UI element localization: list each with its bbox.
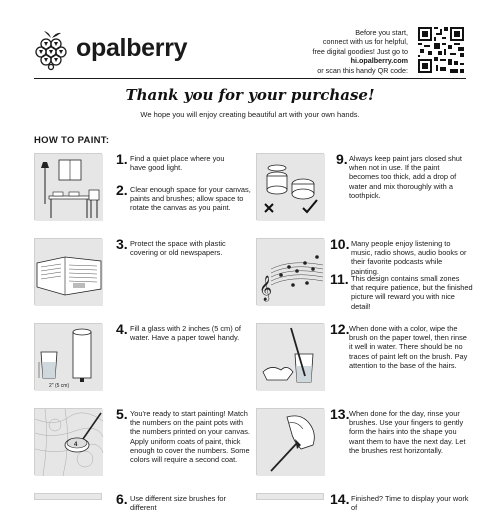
berry-icon — [34, 30, 70, 70]
step-number: 4. — [116, 321, 128, 337]
step-number: 2. — [116, 182, 128, 198]
connect-text: Before you start, connect with us for helpful, free digital goodies! Just go to hi.opalberry.com or scan this handy QR code: — [218, 28, 408, 75]
step-12-illustration — [256, 323, 324, 390]
step-3-text: Protect the space with plastic covering or old newspapers. — [130, 239, 226, 258]
svg-text:𝄞: 𝄞 — [259, 276, 273, 301]
step-number: 6. — [116, 491, 128, 507]
step-4-text: Fill a glass with 2 inches (5 cm) of water. Have a paper towel handy. — [130, 324, 241, 343]
step-9-illustration — [256, 153, 324, 220]
step-10-11-illustration — [256, 238, 324, 305]
step-number: 12. — [330, 321, 350, 337]
brand-name: opalberry — [76, 34, 188, 62]
step-14-text: Finished? Time to display your work of — [351, 494, 469, 512]
tagline: We hope you will enjoy creating beautiful art with your own hands. — [140, 110, 360, 119]
step-1-2-illustration — [34, 153, 102, 220]
jar-number: 4 — [74, 442, 78, 448]
thank-you-heading: Thank you for your purchase! — [125, 86, 375, 104]
step-3-illustration — [34, 238, 102, 305]
step-number: 9. — [336, 151, 348, 167]
brand-logo — [34, 30, 188, 74]
qr-code-icon[interactable] — [418, 27, 464, 73]
step-10-text: Many people enjoy listening to music, radio shows, audio books or their favorite podcasts while painting. — [351, 239, 467, 276]
page-header — [0, 0, 500, 80]
step-number: 10. — [330, 236, 350, 252]
measure-label: 2" (5 cm) — [49, 383, 70, 389]
step-5-text: You're ready to start painting! Match the numbers on the paint pots with the numbers printed on your canvas. Apply uniform coats of paint, thick enough to cover the numbers. Some colors will require a second coat. — [130, 409, 250, 465]
step-number: 11. — [330, 271, 349, 287]
step-4-illustration — [34, 323, 102, 390]
step-14-illustration — [256, 493, 324, 500]
step-13-text: When done for the day, rinse your brushes. Use your fingers to gently form the hairs into the shape you want them to have the next day. Let the brushes rest horizontally. — [349, 409, 466, 455]
step-9-text: Always keep paint jars closed shut when not in use. If the paint becomes too thick, add a drop of water and mix thoroughly with a toothpick. — [349, 154, 462, 200]
step-number: 13. — [330, 406, 350, 422]
step-2-text: Clear enough space for your canvas, paints and brushes; allow space to rotate the canvas as you paint. — [130, 185, 251, 213]
step-11-text: This design contains small zones that require patience, but the finished picture will reward you with nice detail! — [351, 274, 473, 311]
how-to-paint-title: HOW TO PAINT: — [34, 135, 110, 146]
step-13-illustration — [256, 408, 324, 475]
step-5-illustration — [34, 408, 102, 475]
header-divider — [34, 78, 466, 79]
step-number: 3. — [116, 236, 128, 252]
step-number: 5. — [116, 406, 128, 422]
step-number: 14. — [330, 491, 350, 507]
step-1-text: Find a quiet place where you have good light. — [130, 154, 225, 173]
step-number: 1. — [116, 151, 128, 167]
step-6-text: Use different size brushes for different — [130, 494, 226, 512]
connect-url[interactable]: hi.opalberry.com — [350, 56, 408, 66]
step-6-illustration — [34, 493, 102, 500]
step-12-text: When done with a color, wipe the brush on the paper towel, then rinse it well in water. There should be no traces of paint left on the brush. Pay attention to the base of the hairs. — [349, 324, 468, 370]
